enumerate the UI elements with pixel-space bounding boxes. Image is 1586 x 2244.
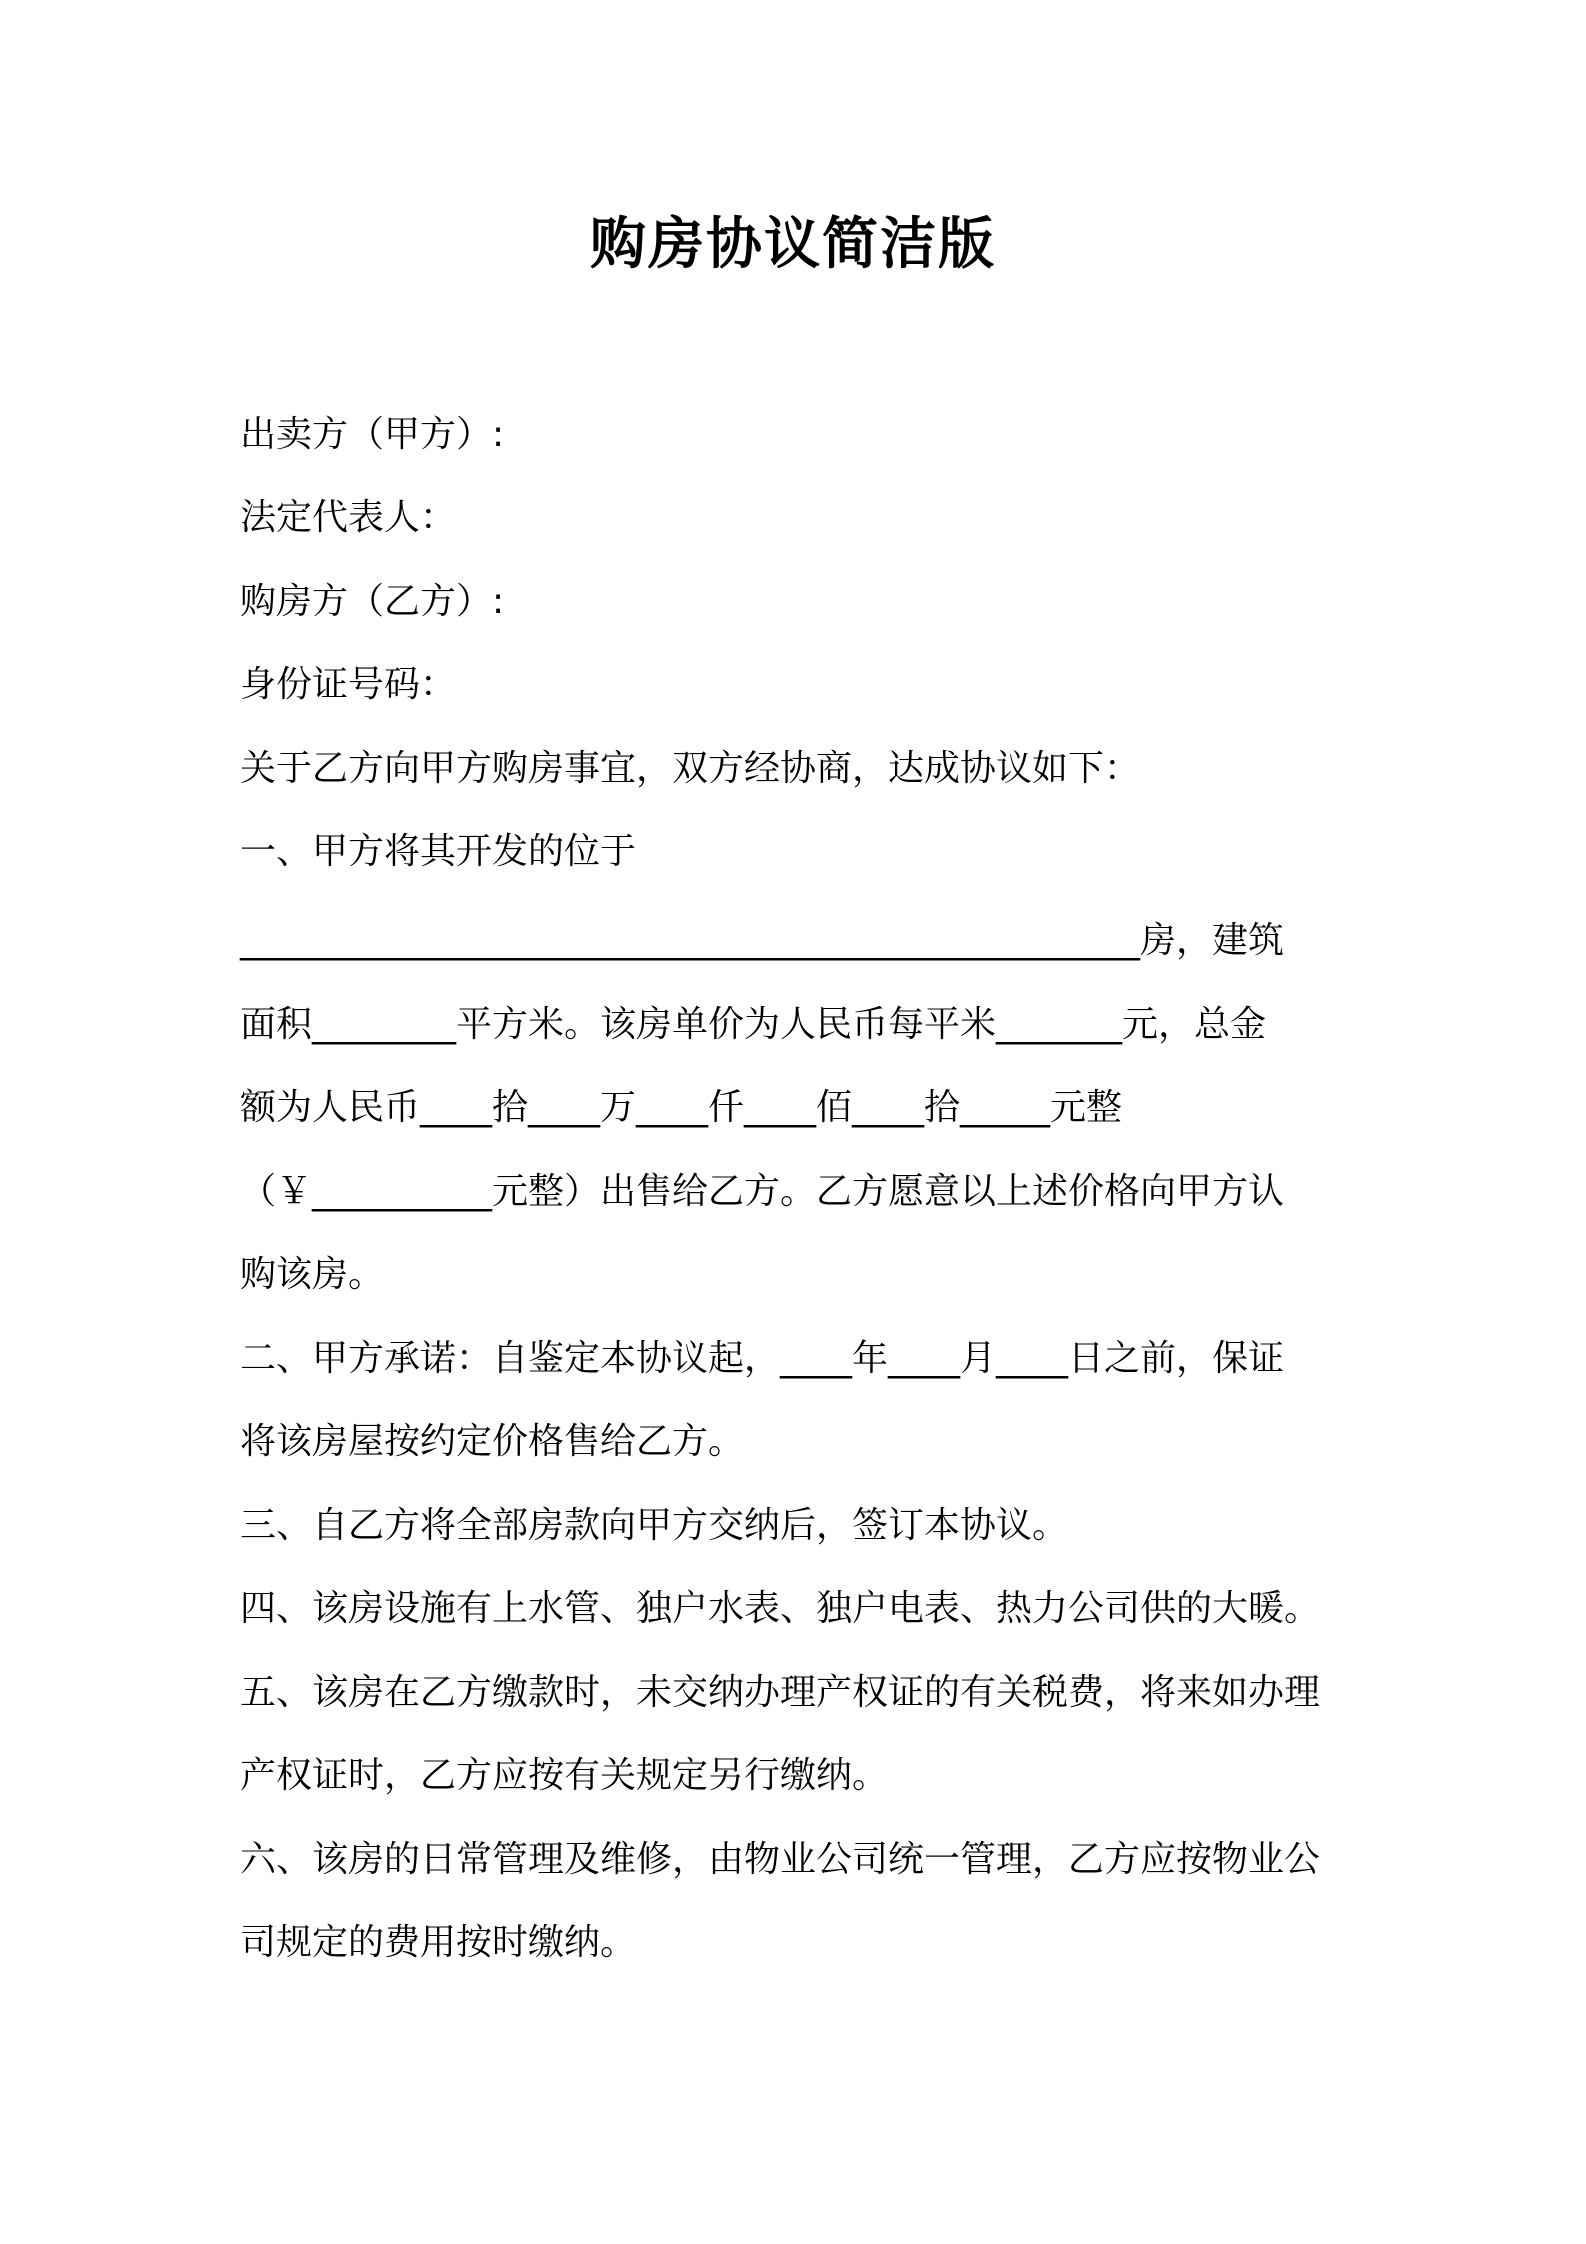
clause-3: 三、自乙方将全部房款向甲方交纳后，签订本协议。 — [240, 1505, 1069, 1546]
seller-label: 出卖方（甲方）: — [240, 414, 505, 455]
buyer-label: 购房方（乙方）: — [240, 581, 505, 622]
clause-5-line-1: 五、该房在乙方缴款时，未交纳办理产权证的有关税费，将来如办理 — [240, 1672, 1321, 1713]
clause-6-line-2: 司规定的费用按时缴纳。 — [240, 1922, 637, 1963]
document-title: 购房协议简洁版 — [590, 212, 996, 277]
clause-2-line-2: 将该房屋按约定价格售给乙方。 — [240, 1421, 745, 1462]
clause-1-line-4: 额为人民币____拾____万____仟____佰____拾_____元整 — [240, 1087, 1123, 1128]
clause-1-line-5: （￥__________元整）出售给乙方。乙方愿意以上述价格向甲方认 — [240, 1171, 1285, 1212]
id-number-label: 身份证号码： — [240, 664, 457, 705]
clause-1-line-2: __________________________________________________房，建筑 — [240, 920, 1284, 961]
clause-5-line-2: 产权证时，乙方应按有关规定另行缴纳。 — [240, 1755, 889, 1796]
clause-1-line-6: 购该房。 — [240, 1254, 385, 1295]
clause-6-line-1: 六、该房的日常管理及维修，由物业公司统一管理，乙方应按物业公 — [240, 1839, 1321, 1880]
clause-2-line-1: 二、甲方承诺：自鉴定本协议起，____年____月____日之前，保证 — [240, 1338, 1285, 1379]
clause-4: 四、该房设施有上水管、独户水表、独户电表、热力公司供的大暖。 — [240, 1588, 1321, 1629]
agreement-intro: 关于乙方向甲方购房事宜，双方经协商，达成协议如下： — [240, 748, 1141, 789]
legal-representative-label: 法定代表人： — [240, 497, 457, 538]
clause-1-line-3: 面积________平方米。该房单价为人民币每平米_______元，总金 — [240, 1004, 1267, 1045]
clause-1-line-1: 一、甲方将其开发的位于 — [240, 831, 637, 872]
